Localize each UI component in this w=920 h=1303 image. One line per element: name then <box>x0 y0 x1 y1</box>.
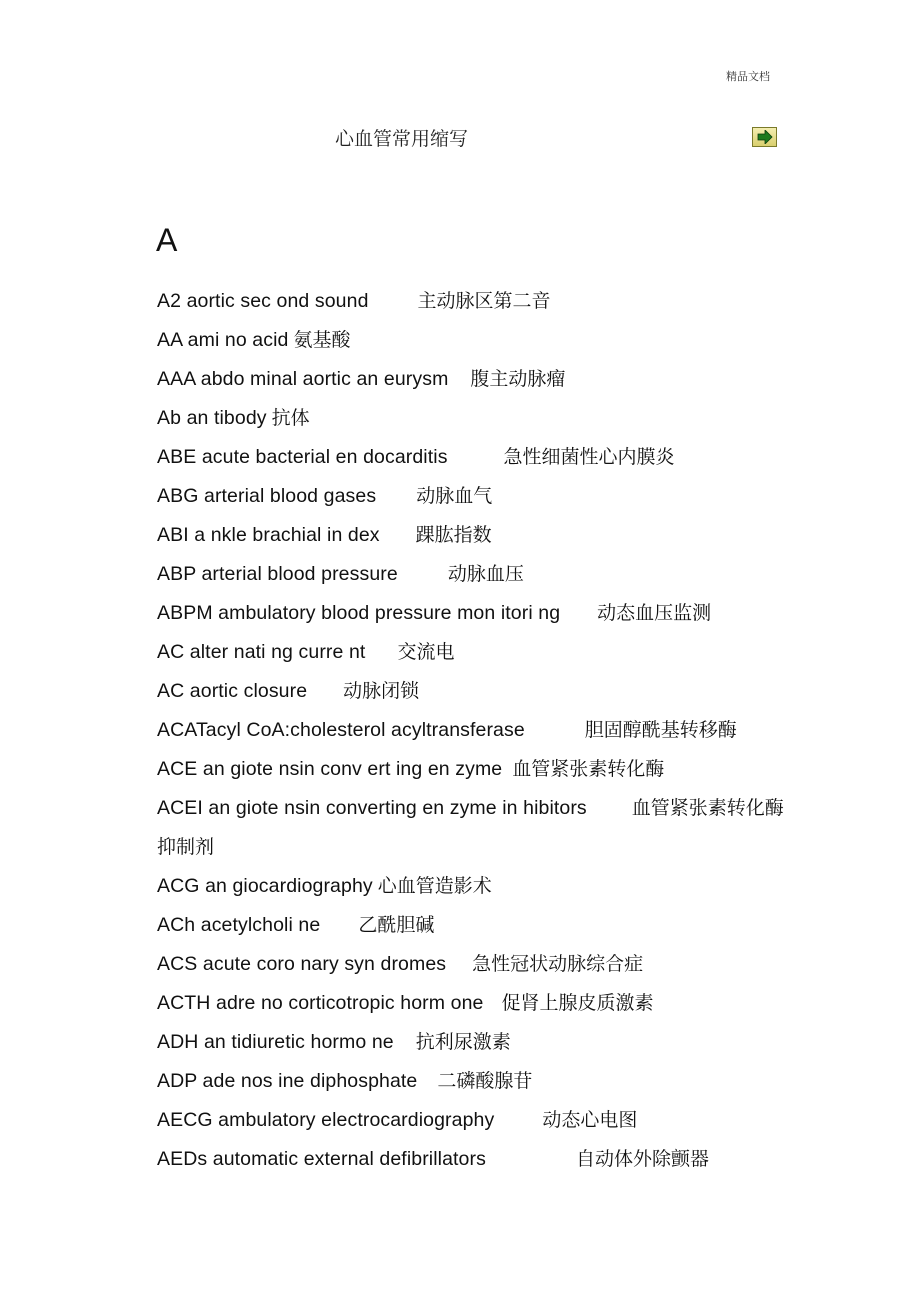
list-item <box>157 672 797 711</box>
list-item <box>157 399 797 438</box>
entry-english: AAA abdo minal aortic an eurysm <box>157 368 449 390</box>
list-item <box>157 555 797 594</box>
entry-chinese: 抗体 <box>271 407 310 429</box>
entry-english: ABI a nkle brachial in dex <box>157 524 380 546</box>
entry-chinese: 动脉血压 <box>447 563 524 585</box>
entry-chinese: 主动脉区第二音 <box>417 290 551 312</box>
list-item <box>157 750 797 789</box>
list-item <box>157 516 797 555</box>
entry-english: Ab an tibody <box>157 407 267 429</box>
list-item <box>157 1140 797 1179</box>
list-item <box>157 1062 797 1101</box>
entry-chinese: 动脉血气 <box>416 485 493 507</box>
list-item <box>157 438 797 477</box>
list-item <box>157 594 797 633</box>
entry-chinese: 急性细菌性心内膜炎 <box>503 446 675 468</box>
list-item <box>157 984 797 1023</box>
section-heading-letter: A <box>156 222 178 258</box>
entry-chinese: 动态血压监测 <box>597 602 712 624</box>
entry-chinese: 胆固醇酰基转移酶 <box>584 719 737 741</box>
list-item <box>157 633 797 672</box>
page-header-label: 精品文档 <box>726 70 770 83</box>
entry-english: ACS acute coro nary syn dromes <box>157 953 447 975</box>
entry-chinese: 二磷酸腺苷 <box>437 1070 533 1092</box>
entry-english: ACE an giote nsin conv ert ing en zyme <box>157 758 503 780</box>
green-arrow-right-icon[interactable] <box>752 127 777 147</box>
entry-english: AC alter nati ng curre nt <box>157 641 366 663</box>
list-item <box>157 906 797 945</box>
list-item <box>157 282 797 321</box>
entry-english: AA ami no acid <box>157 329 289 351</box>
entry-english: AEDs automatic external defibrillators <box>157 1148 486 1170</box>
entry-english: ABG arterial blood gases <box>157 485 377 507</box>
entry-chinese: 促肾上腺皮质激素 <box>501 992 654 1014</box>
entry-english: ABP arterial blood pressure <box>157 563 398 585</box>
list-item <box>157 711 797 750</box>
entry-english: ACEI an giote nsin converting en zyme in hibitors <box>157 797 587 819</box>
entry-english: A2 aortic sec ond sound <box>157 290 369 312</box>
entry-english: ADH an tidiuretic hormo ne <box>157 1031 394 1053</box>
entry-english: ACTH adre no corticotropic horm one <box>157 992 484 1014</box>
entry-english: AECG ambulatory electrocardiography <box>157 1109 495 1131</box>
entry-chinese: 自动体外除颤器 <box>575 1148 709 1170</box>
entry-chinese: 腹主动脉瘤 <box>470 368 566 390</box>
list-item <box>157 477 797 516</box>
abbreviation-list <box>157 282 797 1179</box>
entry-english: ACG an giocardiography <box>157 875 373 897</box>
document-title: 心血管常用缩写 <box>335 128 469 150</box>
list-item <box>157 1023 797 1062</box>
list-item <box>157 321 797 360</box>
list-item <box>157 867 797 906</box>
entry-chinese: 抗利尿激素 <box>415 1031 511 1053</box>
list-item <box>157 789 797 867</box>
entry-english: ABE acute bacterial en docarditis <box>157 446 448 468</box>
entry-chinese: 血管紧张素转化酶 <box>512 758 665 780</box>
entry-english: ABPM ambulatory blood pressure mon itori ng <box>157 602 561 624</box>
arrow-glyph <box>757 130 773 144</box>
entry-english: AC aortic closure <box>157 680 308 702</box>
list-item <box>157 945 797 984</box>
entry-chinese: 交流电 <box>397 641 455 663</box>
entry-chinese: 血管紧张素转化酶抑制剂 <box>157 797 784 858</box>
entry-chinese: 踝肱指数 <box>415 524 492 546</box>
entry-chinese: 动态心电图 <box>542 1109 638 1131</box>
entry-english: ADP ade nos ine diphosphate <box>157 1070 418 1092</box>
list-item <box>157 360 797 399</box>
entry-chinese: 氨基酸 <box>293 329 351 351</box>
entry-chinese: 急性冠状动脉综合症 <box>472 953 644 975</box>
entry-english: ACh acetylcholi ne <box>157 914 321 936</box>
entry-chinese: 动脉闭锁 <box>343 680 420 702</box>
list-item <box>157 1101 797 1140</box>
entry-chinese: 心血管造影术 <box>377 875 492 897</box>
entry-chinese: 乙酰胆碱 <box>358 914 435 936</box>
entry-english: ACATacyl CoA:cholesterol acyltransferase <box>157 719 525 741</box>
